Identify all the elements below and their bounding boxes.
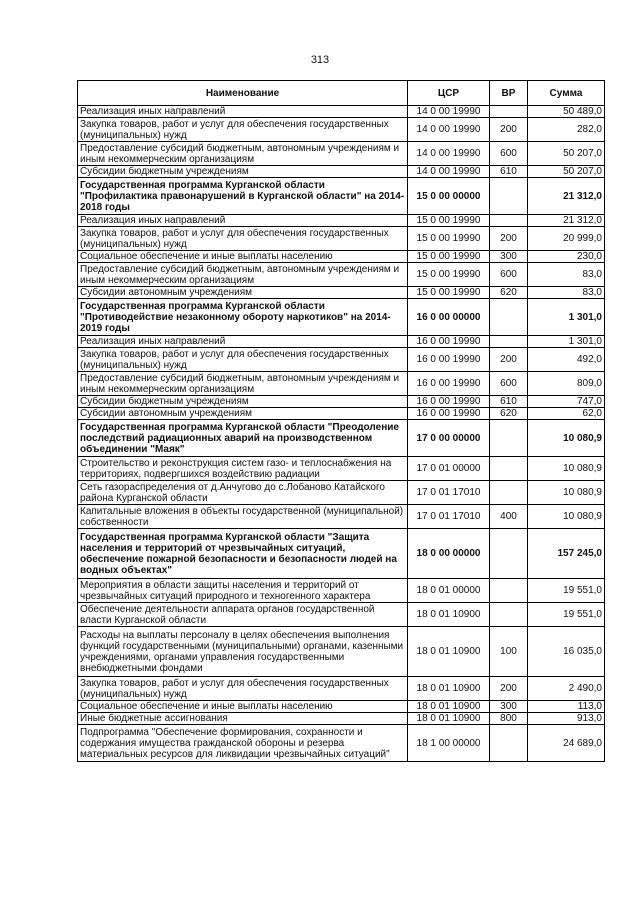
row-name: Строительство и реконструкция систем газо- и теплоснабжения на территориях, подвергшихся воздействию радиации (78, 457, 408, 481)
row-name: Закупка товаров, работ и услуг для обеспечения государственных (муниципальных) нужд (78, 118, 408, 142)
row-csr: 18 0 01 10900 (408, 627, 490, 677)
row-csr: 15 0 00 19990 (408, 215, 490, 227)
row-vr (490, 529, 528, 579)
row-sum: 157 245,0 (528, 529, 605, 579)
row-name: Подпрограмма "Обеспечение формирования, сохранности и содержания имущества гражданской обороны и резерва материальных ресурсов для ликвидации чрезвычайных ситуаций" (78, 725, 408, 762)
row-vr (490, 215, 528, 227)
row-vr: 200 (490, 677, 528, 701)
row-vr (490, 178, 528, 215)
row-sum: 492,0 (528, 348, 605, 372)
table-row (78, 408, 605, 420)
row-sum: 21 312,0 (528, 215, 605, 227)
row-sum: 10 080,9 (528, 457, 605, 481)
table-row (78, 299, 605, 336)
row-name: Государственная программа Курганской области "Преодоление последствий радиационных аварий на производственном объединении "Маяк" (78, 420, 408, 457)
row-csr: 16 0 00 19990 (408, 396, 490, 408)
row-sum: 1 301,0 (528, 299, 605, 336)
table-row (78, 166, 605, 178)
row-vr (490, 579, 528, 603)
row-csr: 15 0 00 19990 (408, 251, 490, 263)
row-csr: 17 0 01 17010 (408, 481, 490, 505)
row-vr (490, 420, 528, 457)
row-name: Социальное обеспечение и иные выплаты населению (78, 701, 408, 713)
table-row (78, 251, 605, 263)
row-name: Сеть газораспределения от д.Анчугово до с.Лобаново Катайского района Курганской области (78, 481, 408, 505)
table-row (78, 118, 605, 142)
row-name: Государственная программа Курганской области "Защита населения и территорий от чрезвычайных ситуаций, обеспечение пожарной безопасности и безопасности людей на водных объектах" (78, 529, 408, 579)
row-csr: 18 0 01 10900 (408, 603, 490, 627)
row-sum: 19 551,0 (528, 579, 605, 603)
table-row (78, 725, 605, 762)
table-row (78, 372, 605, 396)
table-row (78, 603, 605, 627)
row-csr: 14 0 00 19990 (408, 118, 490, 142)
header-name: Наименование (78, 81, 408, 106)
row-vr: 200 (490, 118, 528, 142)
table-body (78, 106, 605, 762)
row-sum: 50 489,0 (528, 106, 605, 118)
row-name: Иные бюджетные ассигнования (78, 713, 408, 725)
table-row (78, 627, 605, 677)
row-vr (490, 299, 528, 336)
table-row (78, 579, 605, 603)
row-sum: 1 301,0 (528, 336, 605, 348)
table-row (78, 215, 605, 227)
row-sum: 83,0 (528, 263, 605, 287)
row-csr: 15 0 00 00000 (408, 178, 490, 215)
row-name: Реализация иных направлений (78, 336, 408, 348)
row-sum: 20 999,0 (528, 227, 605, 251)
table-row (78, 481, 605, 505)
row-vr: 300 (490, 701, 528, 713)
row-vr: 620 (490, 408, 528, 420)
row-sum: 10 080,9 (528, 505, 605, 529)
row-sum: 50 207,0 (528, 166, 605, 178)
header-csr: ЦСР (408, 81, 490, 106)
table-row (78, 505, 605, 529)
row-vr (490, 336, 528, 348)
row-name: Предоставление субсидий бюджетным, автономным учреждениям и иным некоммерческим организациям (78, 263, 408, 287)
row-sum: 21 312,0 (528, 178, 605, 215)
table-row (78, 142, 605, 166)
row-csr: 16 0 00 19990 (408, 336, 490, 348)
row-name: Государственная программа Курганской области "Противодействие незаконному обороту наркотиков" на 2014-2019 годы (78, 299, 408, 336)
table-row (78, 701, 605, 713)
row-name: Субсидии бюджетным учреждениям (78, 396, 408, 408)
row-name: Предоставление субсидий бюджетным, автономным учреждениям и иным некоммерческим организациям (78, 142, 408, 166)
page-number: 313 (310, 54, 330, 66)
row-csr: 18 1 00 00000 (408, 725, 490, 762)
row-name: Субсидии бюджетным учреждениям (78, 166, 408, 178)
row-vr: 610 (490, 396, 528, 408)
row-sum: 10 080,9 (528, 420, 605, 457)
row-vr: 600 (490, 372, 528, 396)
table-row (78, 713, 605, 725)
row-csr: 18 0 01 10900 (408, 701, 490, 713)
row-vr: 100 (490, 627, 528, 677)
table-row (78, 396, 605, 408)
row-sum: 747,0 (528, 396, 605, 408)
row-csr: 14 0 00 19990 (408, 142, 490, 166)
row-vr (490, 481, 528, 505)
table-header-row (78, 81, 605, 106)
row-sum: 10 080,9 (528, 481, 605, 505)
row-csr: 18 0 01 00000 (408, 579, 490, 603)
row-csr: 16 0 00 00000 (408, 299, 490, 336)
header-sum: Сумма (528, 81, 605, 106)
row-vr: 620 (490, 287, 528, 299)
row-name: Субсидии автономным учреждениям (78, 408, 408, 420)
row-name: Реализация иных направлений (78, 106, 408, 118)
row-name: Закупка товаров, работ и услуг для обеспечения государственных (муниципальных) нужд (78, 227, 408, 251)
row-csr: 15 0 00 19990 (408, 287, 490, 299)
row-csr: 16 0 00 19990 (408, 348, 490, 372)
row-sum: 83,0 (528, 287, 605, 299)
table-row (78, 529, 605, 579)
row-name: Государственная программа Курганской области "Профилактика правонарушений в Курганской области" на 2014-2018 годы (78, 178, 408, 215)
table-row (78, 457, 605, 481)
row-vr: 800 (490, 713, 528, 725)
row-sum: 113,0 (528, 701, 605, 713)
table-row (78, 263, 605, 287)
row-sum: 62,0 (528, 408, 605, 420)
row-vr (490, 725, 528, 762)
row-name: Реализация иных направлений (78, 215, 408, 227)
row-name: Мероприятия в области защиты населения и территорий от чрезвычайных ситуаций природного и техногенного характера (78, 579, 408, 603)
row-name: Предоставление субсидий бюджетным, автономным учреждениям и иным некоммерческим организациям (78, 372, 408, 396)
table-row (78, 178, 605, 215)
table-row (78, 106, 605, 118)
row-vr: 610 (490, 166, 528, 178)
row-vr: 400 (490, 505, 528, 529)
table-row (78, 420, 605, 457)
row-csr: 16 0 00 19990 (408, 372, 490, 396)
table-row (78, 677, 605, 701)
table-row (78, 227, 605, 251)
row-csr: 18 0 01 10900 (408, 677, 490, 701)
row-name: Субсидии автономным учреждениям (78, 287, 408, 299)
row-sum: 913,0 (528, 713, 605, 725)
row-sum: 282,0 (528, 118, 605, 142)
row-vr: 200 (490, 348, 528, 372)
table-row (78, 287, 605, 299)
row-name: Капитальные вложения в объекты государственной (муниципальной) собственности (78, 505, 408, 529)
row-sum: 230,0 (528, 251, 605, 263)
row-sum: 809,0 (528, 372, 605, 396)
row-name: Обеспечение деятельности аппарата органов государственной власти Курганской области (78, 603, 408, 627)
row-vr (490, 106, 528, 118)
row-csr: 14 0 00 19990 (408, 106, 490, 118)
row-sum: 16 035,0 (528, 627, 605, 677)
row-csr: 15 0 00 19990 (408, 263, 490, 287)
row-csr: 18 0 00 00000 (408, 529, 490, 579)
row-sum: 2 490,0 (528, 677, 605, 701)
header-vr: ВР (490, 81, 528, 106)
row-vr (490, 457, 528, 481)
row-vr: 600 (490, 263, 528, 287)
row-vr: 200 (490, 227, 528, 251)
row-sum: 50 207,0 (528, 142, 605, 166)
row-csr: 16 0 00 19990 (408, 408, 490, 420)
row-sum: 24 689,0 (528, 725, 605, 762)
row-csr: 18 0 01 10900 (408, 713, 490, 725)
budget-table (77, 80, 605, 762)
row-vr: 300 (490, 251, 528, 263)
row-csr: 14 0 00 19990 (408, 166, 490, 178)
row-sum: 19 551,0 (528, 603, 605, 627)
row-name: Закупка товаров, работ и услуг для обеспечения государственных (муниципальных) нужд (78, 677, 408, 701)
row-vr (490, 603, 528, 627)
row-csr: 17 0 01 00000 (408, 457, 490, 481)
table-row (78, 348, 605, 372)
row-name: Расходы на выплаты персоналу в целях обеспечения выполнения функций государственными (муниципальными) органами, казенными учреждениями, органами управления государственными внебюджетными фондами (78, 627, 408, 677)
row-csr: 17 0 01 17010 (408, 505, 490, 529)
row-name: Закупка товаров, работ и услуг для обеспечения государственных (муниципальных) нужд (78, 348, 408, 372)
row-csr: 15 0 00 19990 (408, 227, 490, 251)
row-csr: 17 0 00 00000 (408, 420, 490, 457)
row-name: Социальное обеспечение и иные выплаты населению (78, 251, 408, 263)
table-row (78, 336, 605, 348)
row-vr: 600 (490, 142, 528, 166)
